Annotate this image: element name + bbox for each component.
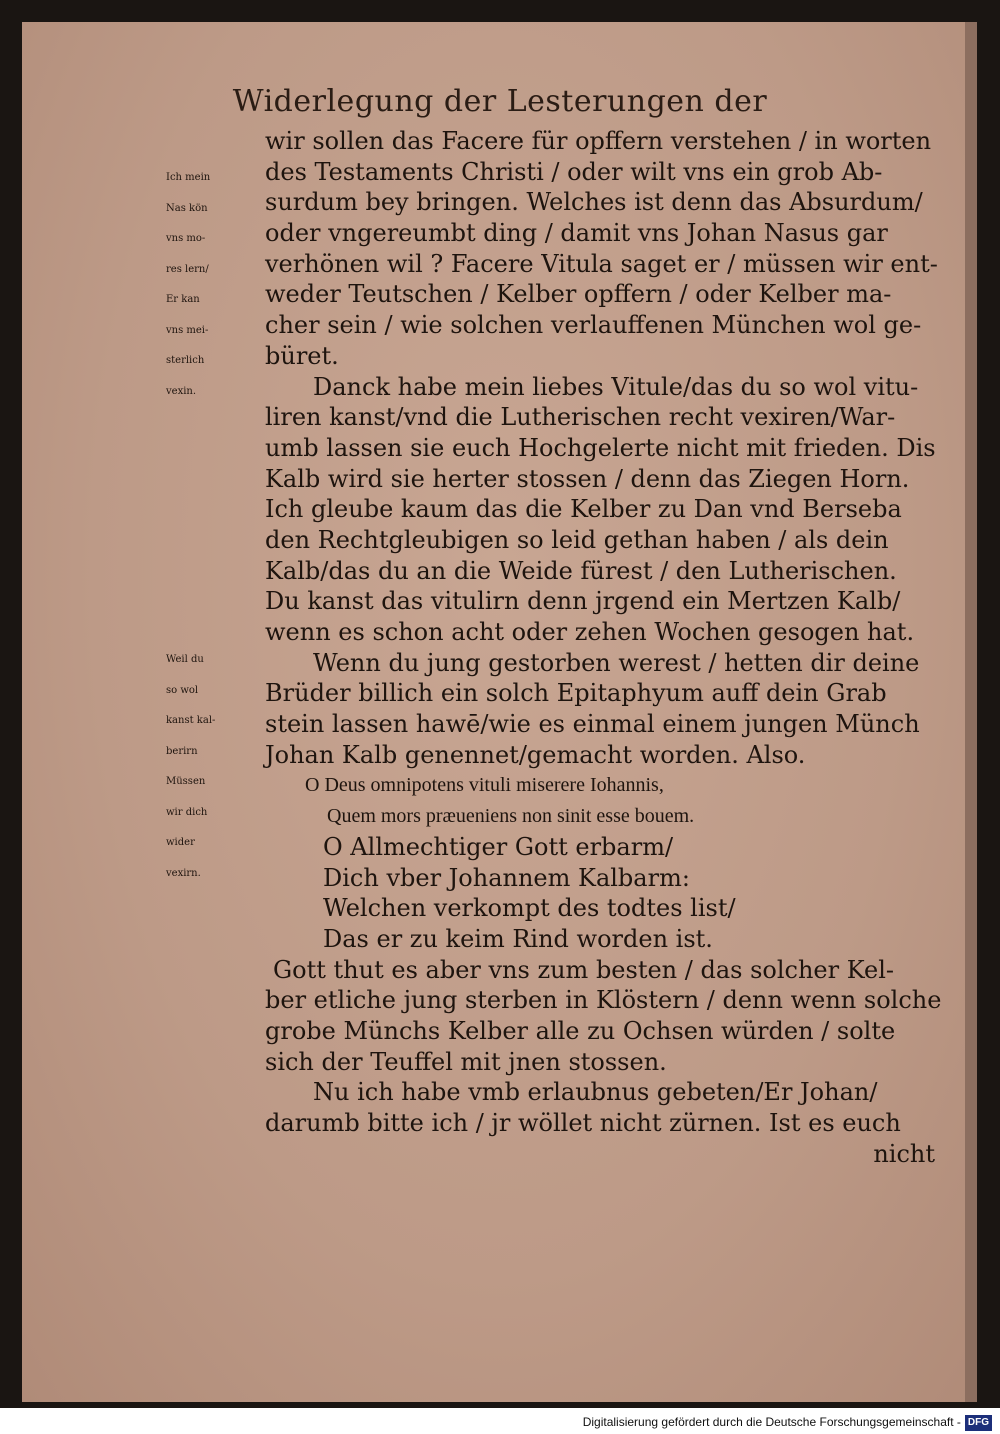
text-line: Du kanst das vitulirn denn jrgend ein Mertzen Kalb/ (265, 587, 901, 616)
text-line: ber etliche jung sterben in Klöstern / denn wenn solche (265, 986, 942, 1015)
note-line: vns mei- (166, 324, 209, 336)
verse-line: O Allmechtiger Gott erbarm/ (323, 832, 674, 861)
verse-line: Das er zu keim Rind worden ist. (323, 924, 713, 953)
text-line: umb lassen sie euch Hochgelerte nicht mit frieden. Dis (265, 433, 936, 462)
footer-credit (0, 1410, 992, 1434)
text-line: verhönen wil ? Facere Vitula saget er / müssen wir ent- (265, 249, 938, 278)
verse-line: Dich vber Johannem Kalbarm: (323, 863, 690, 892)
page-edge (965, 22, 977, 1402)
note-line: wider (166, 837, 195, 848)
text-line: Danck habe mein liebes Vitule/das du so wol vitu- (313, 372, 919, 401)
text-line: stein lassen hawē/wie es einmal einem jungen Münch (265, 710, 920, 739)
latin-verse-line: Quem mors præueniens non sinit esse bouem. (327, 805, 695, 828)
text-line: des Testaments Christi / oder wilt vns ein grob Ab- (265, 157, 883, 186)
text-line: weder Teutschen / Kelber opffern / oder Kelber ma- (265, 280, 892, 309)
catchword: nicht (873, 1139, 935, 1168)
dfg-logo: DFG (965, 1415, 992, 1431)
note-line: vexirn. (166, 867, 201, 879)
text-line: Kalb/das du an die Weide fürest / den Lutherischen. (265, 556, 897, 585)
note-line: so wol (166, 684, 199, 696)
note-line: res lern/ (166, 263, 209, 275)
text-line: den Rechtgleubigen so leid gethan haben / als dein (265, 525, 889, 554)
text-line: Gott thut es aber vns zum besten / das solcher Kel- (273, 955, 895, 984)
note-line: sterlich (166, 355, 205, 366)
text-line: wir sollen das Facere für opffern verstehen / in worten (265, 127, 932, 155)
text-line: oder vngereumbt ding / damit vns Johan Nasus gar (265, 219, 888, 248)
text-line: surdum bey bringen. Welches ist denn das Absurdum/ (265, 188, 923, 217)
marginal-note-2 (166, 645, 266, 889)
note-line: kanst kal- (166, 715, 216, 726)
note-line: Müssen (166, 776, 206, 787)
text-line: darumb bitte ich / jr wöllet nicht zürnen. Ist es euch (265, 1109, 901, 1137)
note-line: vexin. (166, 385, 197, 397)
text-line: Wenn du jung gestorben werest / hetten dir deine (313, 648, 920, 677)
text-line: Kalb wird sie herter stossen / denn das Ziegen Horn. (265, 464, 910, 493)
note-line: Nas kön (166, 202, 208, 214)
main-text-block (265, 126, 945, 1169)
note-line: Er kan (166, 294, 200, 305)
text-line: Brüder billich ein solch Epitaphyum auff dein Grab (265, 679, 887, 708)
text-line: Nu ich habe vmb erlaubnus gebeten/Er Johan/ (313, 1078, 878, 1107)
note-line: wir dich (166, 806, 208, 818)
latin-verse-line: O Deus omnipotens vituli miserere Iohannis, (305, 774, 664, 797)
text-line: liren kanst/vnd die Lutherischen recht vexiren/War- (265, 403, 896, 432)
note-line: berirn (166, 745, 198, 757)
text-line: Ich gleube kaum das die Kelber zu Dan vnd Berseba (265, 495, 902, 524)
footer-text: Digitalisierung gefördert durch die Deutsche Forschungsgemeinschaft - (582, 1415, 961, 1429)
text-line: büret. (265, 341, 339, 370)
text-line: Johan Kalb genennet/gemacht worden. Also. (265, 740, 806, 769)
running-head: Widerlegung der Lesterungen der (232, 84, 768, 119)
text-line: cher sein / wie solchen verlauffenen München wol ge- (265, 311, 922, 340)
text-line: wenn es schon acht oder zehen Wochen gesogen hat. (265, 618, 915, 646)
note-line: vns mo- (166, 233, 206, 244)
text-line: sich der Teuffel mit jnen stossen. (265, 1047, 667, 1076)
text-line: grobe Münchs Kelber alle zu Ochsen würden / solte (265, 1016, 896, 1045)
marginal-note-1 (166, 163, 266, 407)
note-line: Ich mein (166, 172, 211, 183)
note-line: Weil du (166, 654, 204, 665)
verse-line: Welchen verkompt des todtes list/ (323, 894, 736, 923)
